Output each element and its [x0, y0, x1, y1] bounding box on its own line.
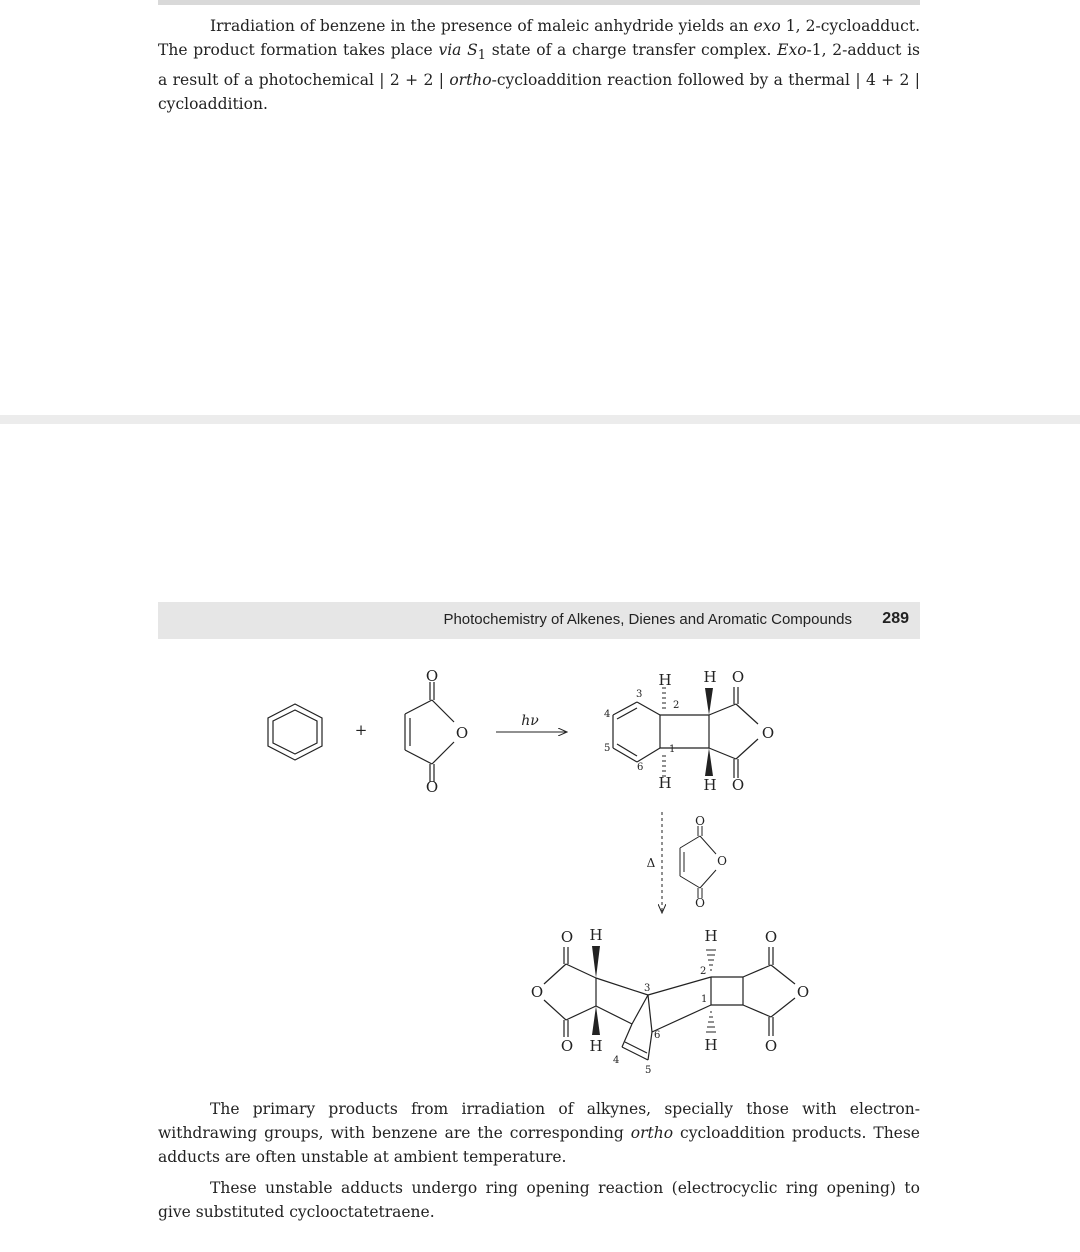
intro-ortho: ortho — [449, 71, 492, 90]
bis-adduct-structure — [544, 947, 795, 1060]
atom-h: H — [589, 1037, 603, 1055]
locant: 6 — [637, 762, 644, 773]
atom-o: O — [425, 667, 439, 685]
para3-text: These unstable adducts undergo ring opening reaction (electrocyclic ring opening) to give substituted cyclooctatetraene. — [158, 1179, 920, 1221]
atom-o: O — [560, 1037, 574, 1055]
locant: 1 — [669, 744, 676, 755]
para2-text-1: The primary products from irradiation of alkynes, specially those with electron-withdrawing groups, with benzene are the corresponding — [158, 1100, 920, 1142]
atom-o: O — [425, 778, 439, 796]
atom-o: O — [764, 928, 778, 946]
atom-o: O — [695, 814, 705, 828]
atom-h: H — [658, 671, 672, 689]
page-gutter — [0, 415, 1080, 424]
intro-text-5: -1, 2-adduct is a result of a photochemical | 2 + 2 | — [158, 41, 920, 90]
intro-text-1: Irradiation of benzene in the presence of maleic anhydride yields an — [210, 17, 754, 35]
heat-label: Δ — [646, 856, 656, 870]
hashed-bonds — [662, 688, 666, 776]
maleic-anhydride-structure — [405, 682, 454, 782]
intro-s: S — [467, 41, 478, 59]
locant: 5 — [604, 743, 611, 754]
locant: 4 — [613, 1055, 620, 1066]
benzene-structure — [268, 704, 322, 760]
atom-o: O — [761, 724, 775, 742]
top-page-edge — [158, 0, 920, 5]
plus-sign: + — [354, 721, 368, 739]
locant: 2 — [700, 966, 707, 977]
reaction-scheme — [0, 640, 1080, 1080]
exo-adduct-structure — [613, 687, 758, 778]
running-header — [158, 602, 920, 639]
atom-h: H — [704, 927, 718, 945]
atom-o: O — [530, 983, 544, 1001]
locant: 3 — [644, 983, 651, 994]
intro-text-2: 1, 2-cycloadduct. The product formation takes place — [158, 17, 921, 59]
intro-s-subscript: 1 — [477, 48, 486, 64]
locant: 4 — [604, 709, 611, 720]
atom-h: H — [589, 926, 603, 944]
atom-h: H — [658, 774, 672, 792]
page-number: 289 — [882, 610, 909, 627]
atom-o: O — [695, 896, 705, 910]
atom-h: H — [703, 776, 717, 794]
atom-o: O — [731, 776, 745, 794]
hv-label: hν — [521, 713, 539, 729]
paragraph-ring-opening — [158, 1176, 920, 1224]
running-head-title: Photochemistry of Alkenes, Dienes and Aromatic Compounds — [443, 611, 852, 628]
atom-o: O — [455, 724, 469, 742]
locant: 6 — [654, 1030, 661, 1041]
intro-exo: exo — [753, 17, 781, 35]
intro-text-6: -cycloaddition reaction followed by a thermal | 4 + 2 | cycloaddition. — [158, 71, 920, 114]
locant: 5 — [645, 1065, 652, 1076]
second-maleic-anhydride — [680, 826, 716, 898]
locant: 1 — [701, 994, 708, 1005]
paragraph-alkynes — [158, 1097, 920, 1169]
locant: 3 — [636, 689, 643, 700]
atom-o: O — [731, 668, 745, 686]
atom-h: H — [704, 1036, 718, 1054]
atom-o: O — [560, 928, 574, 946]
intro-via: via — [438, 41, 462, 59]
atom-o: O — [717, 854, 727, 868]
locant: 2 — [673, 700, 680, 711]
intro-exo-2: Exo — [777, 41, 807, 59]
intro-text-4: state of a charge transfer complex. — [485, 41, 778, 59]
intro-paragraph — [158, 14, 920, 116]
para2-text-2: cycloaddition products. These adducts are often unstable at ambient temperature. — [158, 1124, 920, 1166]
atom-o: O — [764, 1037, 778, 1055]
atom-h: H — [703, 668, 717, 686]
para2-ortho: ortho — [630, 1124, 674, 1142]
atom-o: O — [796, 983, 810, 1001]
